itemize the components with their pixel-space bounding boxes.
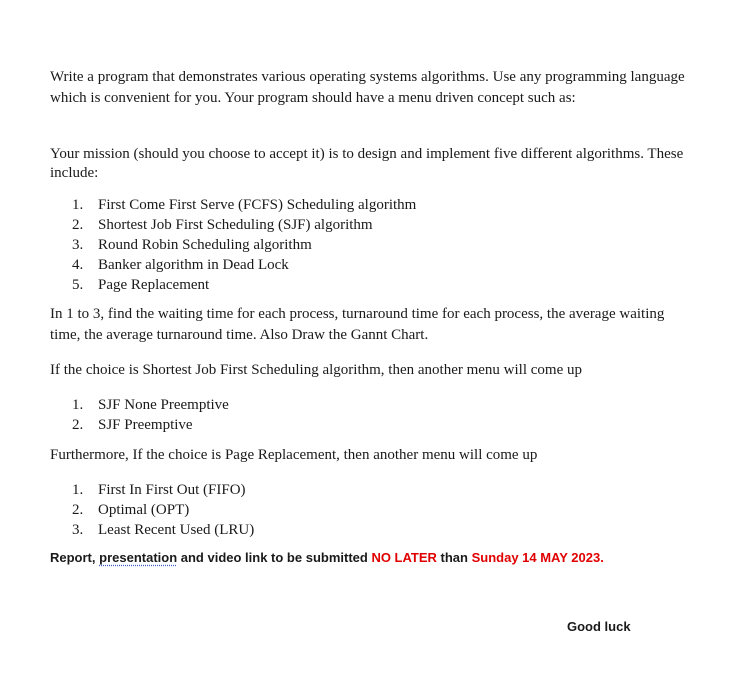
list-item (50, 255, 416, 275)
intro-paragraph: Write a program that demonstrates various operating systems algorithms. Use any programming language which is convenient for you. Your program should have a menu driven concept such as: (50, 69, 685, 106)
algorithms-list (50, 195, 416, 295)
list-item (50, 415, 229, 435)
list-item-label: First Come First Serve (FCFS) Scheduling algorithm (98, 197, 417, 213)
list-item (50, 195, 416, 215)
sjf-menu-paragraph: If the choice is Shortest Job First Scheduling algorithm, then another menu will come up (50, 362, 582, 378)
list-item-label: Banker algorithm in Dead Lock (98, 257, 289, 273)
list-item-label: Round Robin Scheduling algorithm (98, 237, 312, 253)
list-item-label: Least Recent Used (LRU) (98, 522, 255, 538)
list-item-label: First In First Out (FIFO) (98, 482, 246, 498)
list-item (50, 275, 416, 295)
list-item-label: Shortest Job First Scheduling (SJF) algorithm (98, 217, 373, 233)
list-item-label: Optimal (OPT) (98, 502, 190, 518)
page-replacement-options-list (50, 480, 254, 540)
list-item (50, 215, 416, 235)
list-number: 3. (72, 237, 84, 253)
list-item (50, 235, 416, 255)
deadline-date: Sunday 14 MAY 2023. (471, 550, 604, 565)
list-item (50, 520, 254, 540)
list-number: 3. (72, 522, 84, 538)
list-number: 1. (72, 482, 84, 498)
list-number: 4. (72, 257, 84, 273)
closing-text: Good luck (567, 619, 631, 634)
spellcheck-word-presentation[interactable]: presentation (99, 550, 178, 565)
list-number: 2. (72, 217, 84, 233)
sjf-options-list (50, 395, 229, 435)
waiting-time-paragraph: In 1 to 3, find the waiting time for each process, turnaround time for each process, the average waiting time, the average turnaround time. Also Draw the Gannt Chart. (50, 306, 665, 343)
list-number: 1. (72, 397, 84, 413)
list-item-label: SJF Preemptive (98, 417, 193, 433)
report-than: than (436, 550, 472, 565)
list-number: 1. (72, 197, 84, 213)
list-number: 2. (72, 417, 84, 433)
no-later-highlight: NO LATER (371, 550, 437, 565)
report-prefix: Report, (50, 550, 100, 565)
submission-deadline (50, 549, 604, 567)
list-item (50, 395, 229, 415)
report-middle: and video link to be submitted (177, 550, 372, 565)
list-item-label: Page Replacement (98, 277, 210, 293)
list-number: 2. (72, 502, 84, 518)
mission-paragraph: Your mission (should you choose to accept it) is to design and implement five different algorithms. These include: (50, 146, 684, 181)
list-item (50, 480, 254, 500)
list-item-label: SJF None Preemptive (98, 397, 229, 413)
list-number: 5. (72, 277, 84, 293)
list-item (50, 500, 254, 520)
page-replacement-menu-paragraph: Furthermore, If the choice is Page Replacement, then another menu will come up (50, 447, 538, 463)
